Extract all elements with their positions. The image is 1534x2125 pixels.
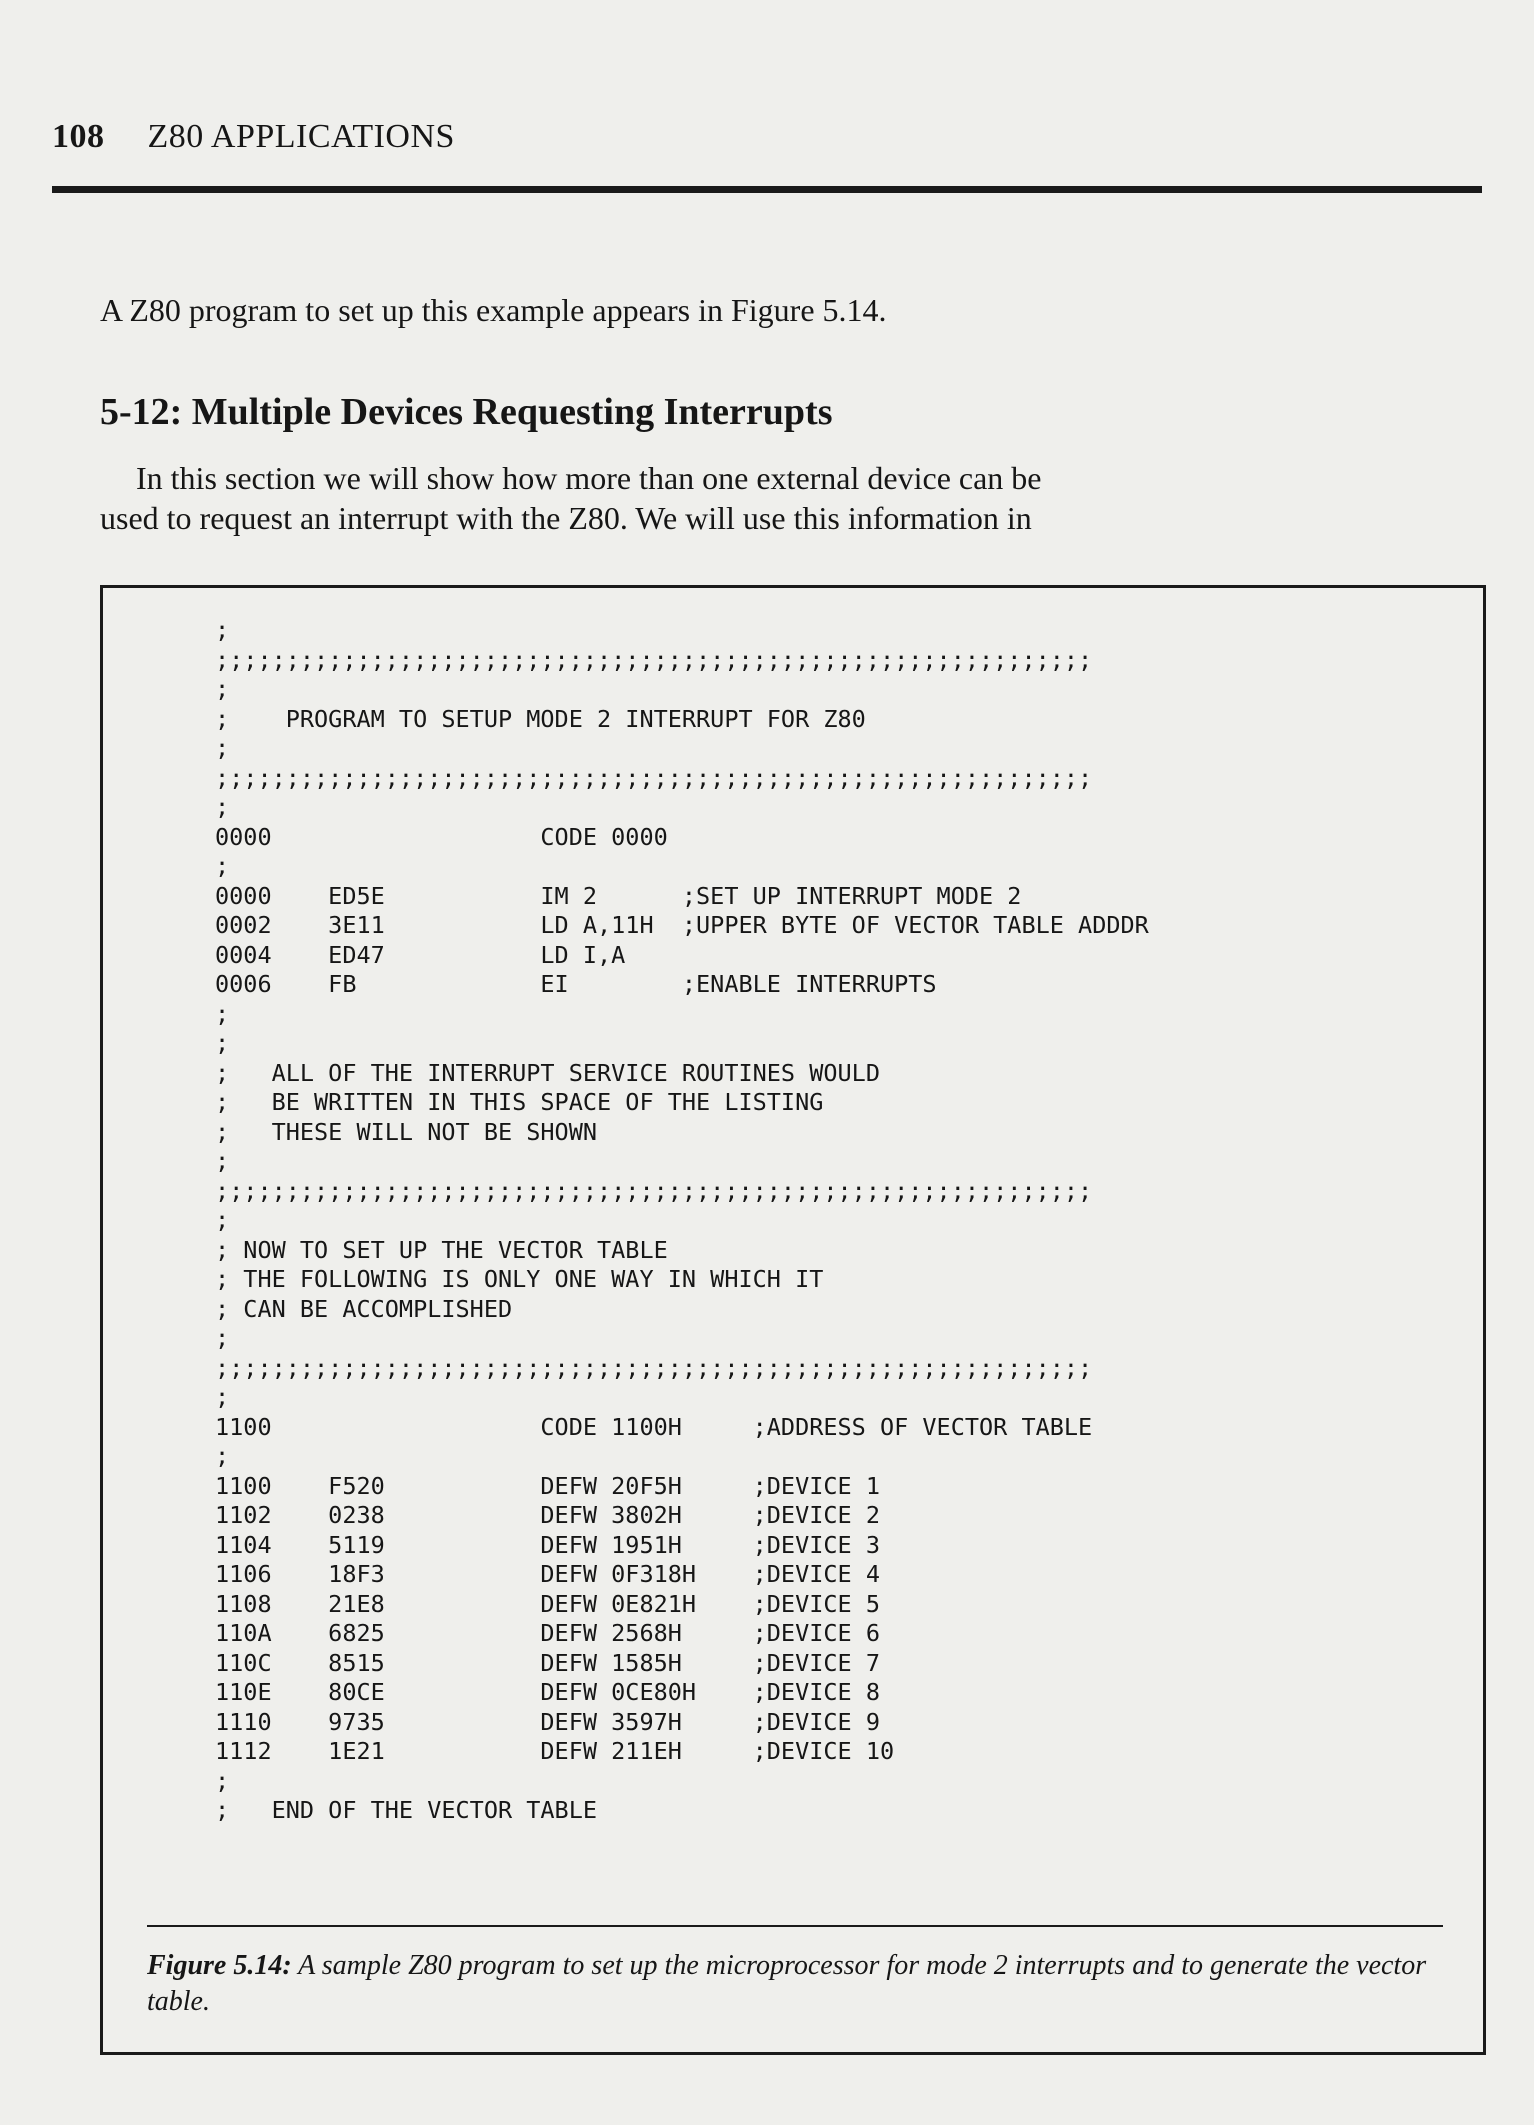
paragraph-line: used to request an interrupt with the Z80. We will use this information in bbox=[100, 500, 1032, 536]
listing-line: ; END OF THE VECTOR TABLE bbox=[215, 1796, 598, 1824]
listing-line: ; bbox=[215, 1383, 230, 1411]
listing-line: ;;;;;;;;;;;;;;;;;;;;;;;;;;;;;;;;;;;;;;;;;;;;;;;;;;;;;;;;;;;;;; bbox=[215, 763, 1093, 792]
listing-line: ; bbox=[215, 675, 230, 703]
listing-line: ;;;;;;;;;;;;;;;;;;;;;;;;;;;;;;;;;;;;;;;;;;;;;;;;;;;;;;;;;;;;;; bbox=[215, 1176, 1093, 1205]
running-title: Z80 APPLICATIONS bbox=[147, 118, 455, 155]
listing-line: 1100 CODE 1100H ;ADDRESS OF VECTOR TABLE bbox=[215, 1412, 1093, 1441]
listing-line: 1104 5119 DEFW 1951H ;DEVICE 3 bbox=[215, 1530, 880, 1559]
listing-line: ; BE WRITTEN IN THIS SPACE OF THE LISTING bbox=[215, 1088, 824, 1116]
page-number: 108 bbox=[52, 118, 105, 155]
header-rule bbox=[52, 186, 1482, 193]
listing-line: ;;;;;;;;;;;;;;;;;;;;;;;;;;;;;;;;;;;;;;;;;;;;;;;;;;;;;;;;;;;;;; bbox=[215, 645, 1093, 674]
listing-line: 0002 3E11 LD A,11H ;UPPER BYTE OF VECTOR TABLE ADDDR bbox=[215, 911, 1149, 939]
listing-line: ; THESE WILL NOT BE SHOWN bbox=[215, 1117, 598, 1146]
caption-text: A sample Z80 program to set up the microprocessor for mode 2 interrupts and to generate the vector table. bbox=[147, 1950, 1427, 2017]
listing-line: ; NOW TO SET UP THE VECTOR TABLE bbox=[215, 1235, 668, 1264]
caption-rule bbox=[147, 1925, 1443, 1927]
listing-line: ; bbox=[215, 1324, 230, 1352]
listing-line: 0000 ED5E IM 2 ;SET UP INTERRUPT MODE 2 bbox=[215, 881, 1022, 910]
listing-line: 0000 CODE 0000 bbox=[215, 822, 668, 851]
listing-line: 110E 80CE DEFW 0CE80H ;DEVICE 8 bbox=[215, 1678, 880, 1706]
listing-line: 1100 F520 DEFW 20F5H ;DEVICE 1 bbox=[215, 1471, 880, 1500]
listing-line: ; bbox=[215, 1442, 230, 1470]
caption-label: Figure 5.14: bbox=[147, 1950, 292, 1981]
listing-line: 110C 8515 DEFW 1585H ;DEVICE 7 bbox=[215, 1648, 880, 1677]
listing-line: ; bbox=[215, 616, 230, 644]
listing-line: ; bbox=[215, 852, 230, 880]
listing-line: 1106 18F3 DEFW 0F318H ;DEVICE 4 bbox=[215, 1560, 880, 1588]
listing-line: 110A 6825 DEFW 2568H ;DEVICE 6 bbox=[215, 1619, 880, 1647]
listing-line: ; PROGRAM TO SETUP MODE 2 INTERRUPT FOR Z80 bbox=[215, 704, 866, 733]
listing-line: ; bbox=[215, 734, 230, 762]
listing-line: 1102 0238 DEFW 3802H ;DEVICE 2 bbox=[215, 1501, 880, 1529]
listing-line: 1108 21E8 DEFW 0E821H ;DEVICE 5 bbox=[215, 1589, 880, 1618]
figure-5-14 bbox=[100, 585, 1486, 2055]
listing-line: 1112 1E21 DEFW 211EH ;DEVICE 10 bbox=[215, 1737, 895, 1765]
intro-text: A Z80 program to set up this example appears in Figure 5.14. bbox=[100, 292, 887, 328]
listing-line: ; bbox=[215, 1206, 230, 1234]
listing-line: ; CAN BE ACCOMPLISHED bbox=[215, 1294, 513, 1323]
listing-line: ; ALL OF THE INTERRUPT SERVICE ROUTINES WOULD bbox=[215, 1058, 880, 1087]
listing-line: ; bbox=[215, 999, 230, 1028]
figure-caption bbox=[147, 1948, 1457, 2020]
listing-line: ;;;;;;;;;;;;;;;;;;;;;;;;;;;;;;;;;;;;;;;;;;;;;;;;;;;;;;;;;;;;;; bbox=[215, 1353, 1093, 1382]
listing-line: ; bbox=[215, 1029, 230, 1057]
listing-line: ; bbox=[215, 793, 230, 821]
listing-line: ; bbox=[215, 1766, 230, 1795]
listing-line: 1110 9735 DEFW 3597H ;DEVICE 9 bbox=[215, 1707, 880, 1736]
running-header bbox=[52, 118, 1480, 156]
listing-line: 0004 ED47 LD I,A bbox=[215, 940, 626, 969]
listing-line: ; THE FOLLOWING IS ONLY ONE WAY IN WHICH IT bbox=[215, 1265, 824, 1293]
section-paragraph bbox=[100, 458, 1210, 538]
section-heading: 5-12: Multiple Devices Requesting Interrupts bbox=[100, 391, 833, 433]
listing-line: 0006 FB EI ;ENABLE INTERRUPTS bbox=[215, 970, 937, 998]
assembly-listing bbox=[215, 616, 1475, 1826]
listing-line: ; bbox=[215, 1147, 230, 1175]
paragraph-line: In this section we will show how more than one external device can be bbox=[136, 460, 1042, 496]
